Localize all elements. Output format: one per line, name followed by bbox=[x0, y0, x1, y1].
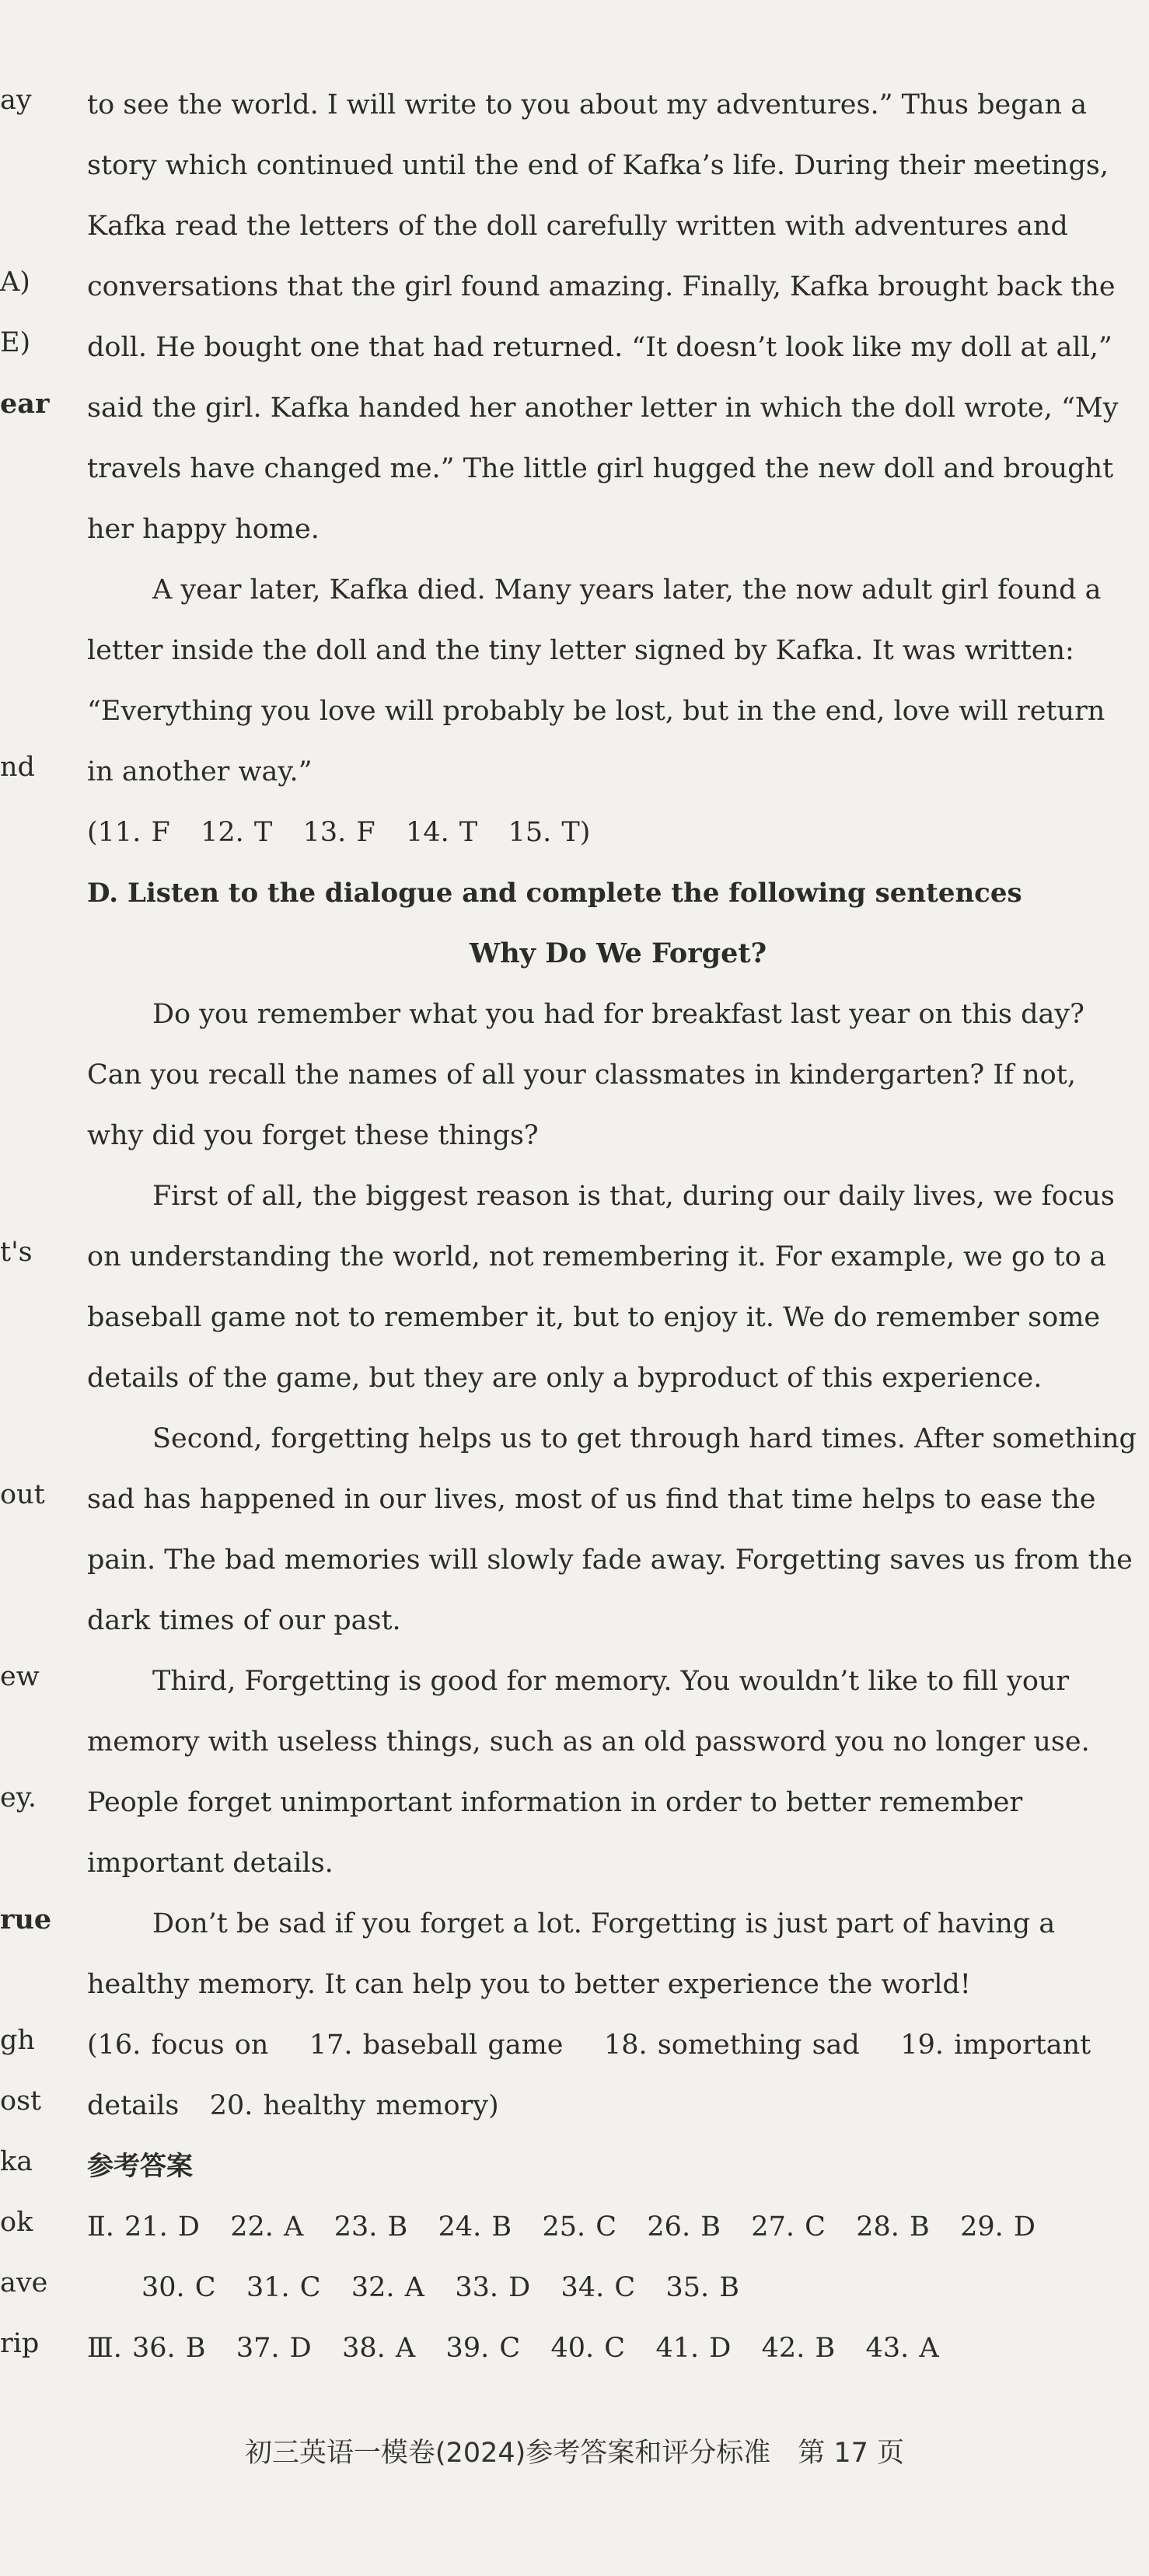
passage-line: Third, Forgetting is good for memory. You wouldn’t like to fill your bbox=[152, 1666, 1070, 1697]
margin-fragment: out bbox=[0, 1479, 45, 1510]
reference-answers-label: 参考答案 bbox=[87, 2151, 193, 2182]
margin-fragment: ear bbox=[0, 388, 50, 420]
section-d-paragraph-2 bbox=[87, 1166, 1149, 1408]
margin-fragment: A) bbox=[0, 267, 30, 298]
margin-fragment: ay bbox=[0, 85, 32, 116]
margin-fragment: rip bbox=[0, 2328, 40, 2359]
passage-line: on understanding the world, not remembering it. For example, we go to a bbox=[87, 1241, 1106, 1272]
margin-fragment: nd bbox=[0, 752, 35, 783]
margin-fragment: ave bbox=[0, 2267, 48, 2299]
answers-21-29: Ⅱ. 21. D 22. A 23. B 24. B 25. C 26. B 27. C 28. B 29. D bbox=[87, 2211, 1035, 2243]
passage-c-paragraph-2 bbox=[87, 560, 1149, 802]
passage-line: important details. bbox=[87, 1848, 334, 1879]
passage-line: letter inside the doll and the tiny letter signed by Kafka. It was written: bbox=[87, 635, 1074, 666]
passage-line: Don’t be sad if you forget a lot. Forgetting is just part of having a bbox=[152, 1908, 1056, 1939]
answer-line: details 20. healthy memory) bbox=[87, 2090, 499, 2121]
passage-line: Can you recall the names of all your classmates in kindergarten? If not, bbox=[87, 1059, 1076, 1091]
passage-line: A year later, Kafka died. Many years later, the now adult girl found a bbox=[152, 574, 1102, 606]
passage-line: her happy home. bbox=[87, 514, 320, 545]
passage-line: to see the world. I will write to you about my adventures.” Thus began a bbox=[87, 89, 1088, 120]
passage-line: baseball game not to remember it, but to enjoy it. We do remember some bbox=[87, 1302, 1101, 1333]
margin-fragment: rue bbox=[0, 1904, 52, 1935]
section-d-heading: D. Listen to the dialogue and complete the following sentences bbox=[87, 878, 1022, 909]
margin-fragment: ka bbox=[0, 2146, 33, 2177]
section-d-paragraph-4 bbox=[87, 1651, 1149, 1894]
passage-line: in another way.” bbox=[87, 756, 313, 787]
section-d-title: Why Do We Forget? bbox=[469, 937, 767, 969]
answers-36-43: Ⅲ. 36. B 37. D 38. A 39. C 40. C 41. D 42. B 43. A bbox=[87, 2333, 939, 2364]
margin-fragment: t's bbox=[0, 1237, 33, 1268]
passage-line: details of the game, but they are only a byproduct of this experience. bbox=[87, 1363, 1042, 1394]
section-d-paragraph-1 bbox=[87, 984, 1149, 1166]
passage-line: doll. He bought one that had returned. “It doesn’t look like my doll at all,” bbox=[87, 332, 1112, 363]
passage-line: healthy memory. It can help you to better experience the world! bbox=[87, 1969, 971, 2000]
passage-line: Kafka read the letters of the doll carefully written with adventures and bbox=[87, 211, 1068, 242]
passage-c-continuation bbox=[87, 75, 1149, 560]
passage-line: sad has happened in our lives, most of us find that time helps to ease the bbox=[87, 1484, 1096, 1515]
passage-line: conversations that the girl found amazing. Finally, Kafka brought back the bbox=[87, 271, 1116, 302]
section-d-paragraph-3 bbox=[87, 1408, 1149, 1651]
margin-fragment: ey. bbox=[0, 1782, 37, 1813]
margin-fragment: ost bbox=[0, 2086, 42, 2117]
answer-key-column bbox=[87, 75, 1149, 2379]
passage-line: “Everything you love will probably be lost, but in the end, love will return bbox=[87, 696, 1105, 727]
page-footer: 初三英语一模卷(2024)参考答案和评分标准 第 17 页 bbox=[244, 2438, 905, 2469]
margin-fragment: ew bbox=[0, 1661, 40, 1692]
passage-line: why did you forget these things? bbox=[87, 1120, 539, 1151]
passage-line: Do you remember what you had for breakfast last year on this day? bbox=[152, 999, 1084, 1030]
section-d-paragraph-5 bbox=[87, 1894, 1149, 2015]
margin-fragment: E) bbox=[0, 327, 31, 358]
passage-line: travels have changed me.” The little girl hugged the new doll and brought bbox=[87, 453, 1114, 484]
answer-line: (16. focus on 17. baseball game 18. something sad 19. important bbox=[87, 2030, 1091, 2061]
passage-line: story which continued until the end of Kafka’s life. During their meetings, bbox=[87, 150, 1109, 181]
margin-fragment: gh bbox=[0, 2025, 35, 2056]
passage-line: pain. The bad memories will slowly fade away. Forgetting saves us from the bbox=[87, 1545, 1133, 1576]
passage-line: First of all, the biggest reason is that, during our daily lives, we focus bbox=[152, 1181, 1115, 1212]
passage-line: Second, forgetting helps us to get through hard times. After something bbox=[152, 1423, 1137, 1454]
passage-line: memory with useless things, such as an old password you no longer use. bbox=[87, 1726, 1090, 1757]
margin-fragment: ok bbox=[0, 2207, 33, 2238]
answers-11-15: (11. F 12. T 13. F 14. T 15. T) bbox=[87, 817, 591, 848]
answers-30-35: 30. C 31. C 32. A 33. D 34. C 35. B bbox=[141, 2272, 740, 2303]
passage-line: said the girl. Kafka handed her another letter in which the doll wrote, “My bbox=[87, 393, 1119, 424]
answers-16-20 bbox=[87, 2015, 1149, 2136]
passage-line: dark times of our past. bbox=[87, 1605, 401, 1636]
passage-line: People forget unimportant information in order to better remember bbox=[87, 1787, 1023, 1818]
